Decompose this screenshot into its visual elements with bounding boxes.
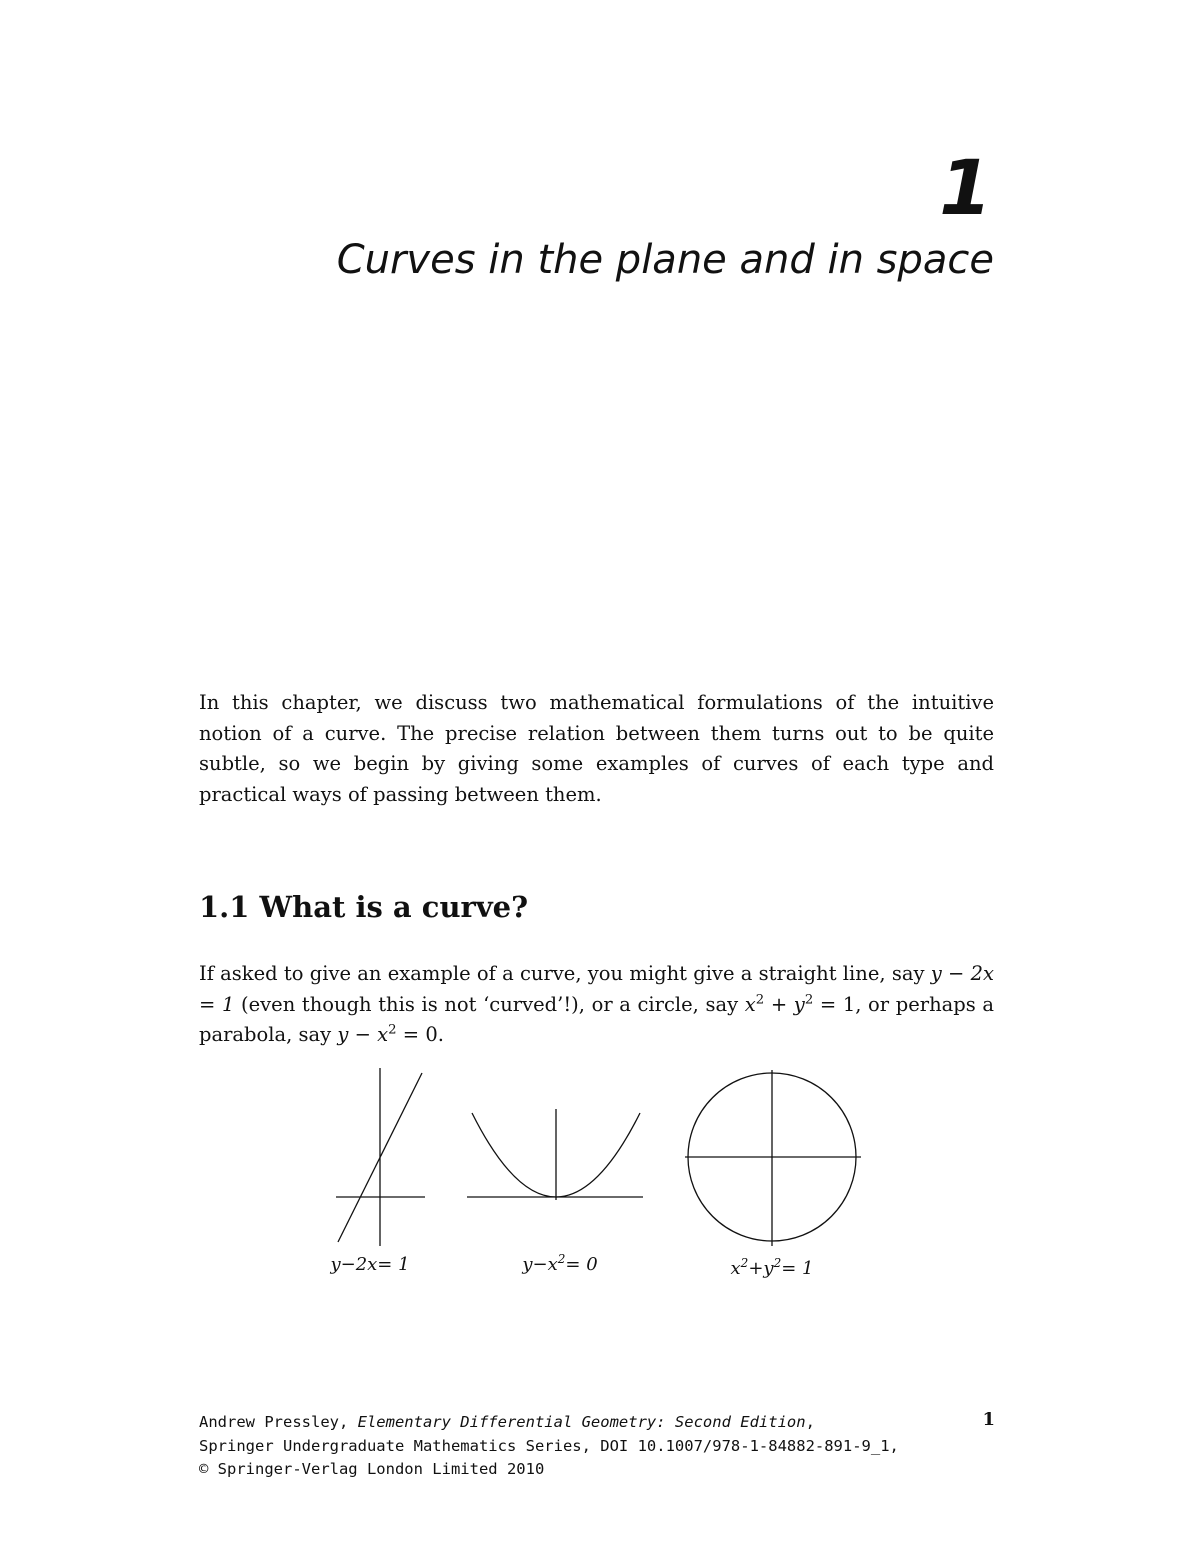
- section-heading: 1.1 What is a curve?: [199, 890, 529, 924]
- equation-rhs: = 1: [813, 992, 856, 1016]
- equation-operator: +: [764, 992, 794, 1016]
- label-parabola-exp: 2: [557, 1252, 566, 1266]
- label-circle-x: x: [730, 1258, 741, 1279]
- circle-plot: [685, 1070, 861, 1246]
- chapter-title: Curves in the plane and in space: [336, 237, 994, 283]
- equation-parabola: y − x: [337, 1023, 389, 1046]
- label-circle-y: +y: [748, 1258, 774, 1279]
- exponent: 2: [388, 1022, 397, 1038]
- footer-author: Andrew Pressley,: [199, 1413, 358, 1431]
- footer-series: Springer Undergraduate Mathematics Series, DOI 10.1007/978-1-84882-891-9_1,: [199, 1436, 899, 1455]
- paragraph-text: If asked to give an example of a curve, you might give a straight line, say: [199, 962, 931, 985]
- intro-paragraph: In this chapter, we discuss two mathematical formulations of the intuitive notion of a curve. The precise relation between them turns out to be quite subtle, so we begin by giving some examples of curves of each type and practical ways of passing between them.: [199, 691, 994, 806]
- exponent: 2: [804, 992, 814, 1007]
- label-line: y−2x= 1: [330, 1254, 410, 1275]
- page-number: 1: [982, 1409, 995, 1430]
- paragraph-text: (even though this is not ‘curved’!), or a circle, say: [234, 992, 745, 1016]
- footer-punct: ,: [805, 1413, 815, 1431]
- equation-line: y − 2x = 1: [199, 962, 995, 1016]
- curves-figure-svg: [320, 1060, 880, 1290]
- footer-copyright: © Springer-Verlag London Limited 2010: [199, 1460, 545, 1478]
- label-circle-rhs: = 1: [781, 1258, 814, 1279]
- label-circle: [731, 1256, 814, 1279]
- footer-citation: [199, 1411, 994, 1482]
- footer-line-1: [199, 1411, 994, 1435]
- label-parabola-rhs: = 0: [565, 1254, 598, 1275]
- label-circle-exp2: 2: [773, 1256, 782, 1270]
- line-plot: [336, 1068, 425, 1246]
- paragraph-text: , or perhaps a parabola, say: [199, 992, 994, 1046]
- label-parabola: [521, 1252, 597, 1275]
- paragraph-text: .: [437, 1023, 444, 1046]
- label-circle-exp1: 2: [740, 1256, 749, 1270]
- chapter-number: 1: [939, 143, 992, 232]
- equation-circle-x: x: [744, 992, 756, 1016]
- parabola-plot: [467, 1109, 643, 1200]
- curves-figure: [320, 1060, 880, 1290]
- equation-rhs: = 0: [396, 1023, 438, 1046]
- equation-circle-y: y: [793, 992, 805, 1016]
- exponent: 2: [755, 992, 765, 1007]
- label-parabola-base: y−x: [522, 1254, 558, 1275]
- footer-book-title: Elementary Differential Geometry: Second Edition: [357, 1413, 806, 1431]
- section-paragraph: [199, 959, 994, 1051]
